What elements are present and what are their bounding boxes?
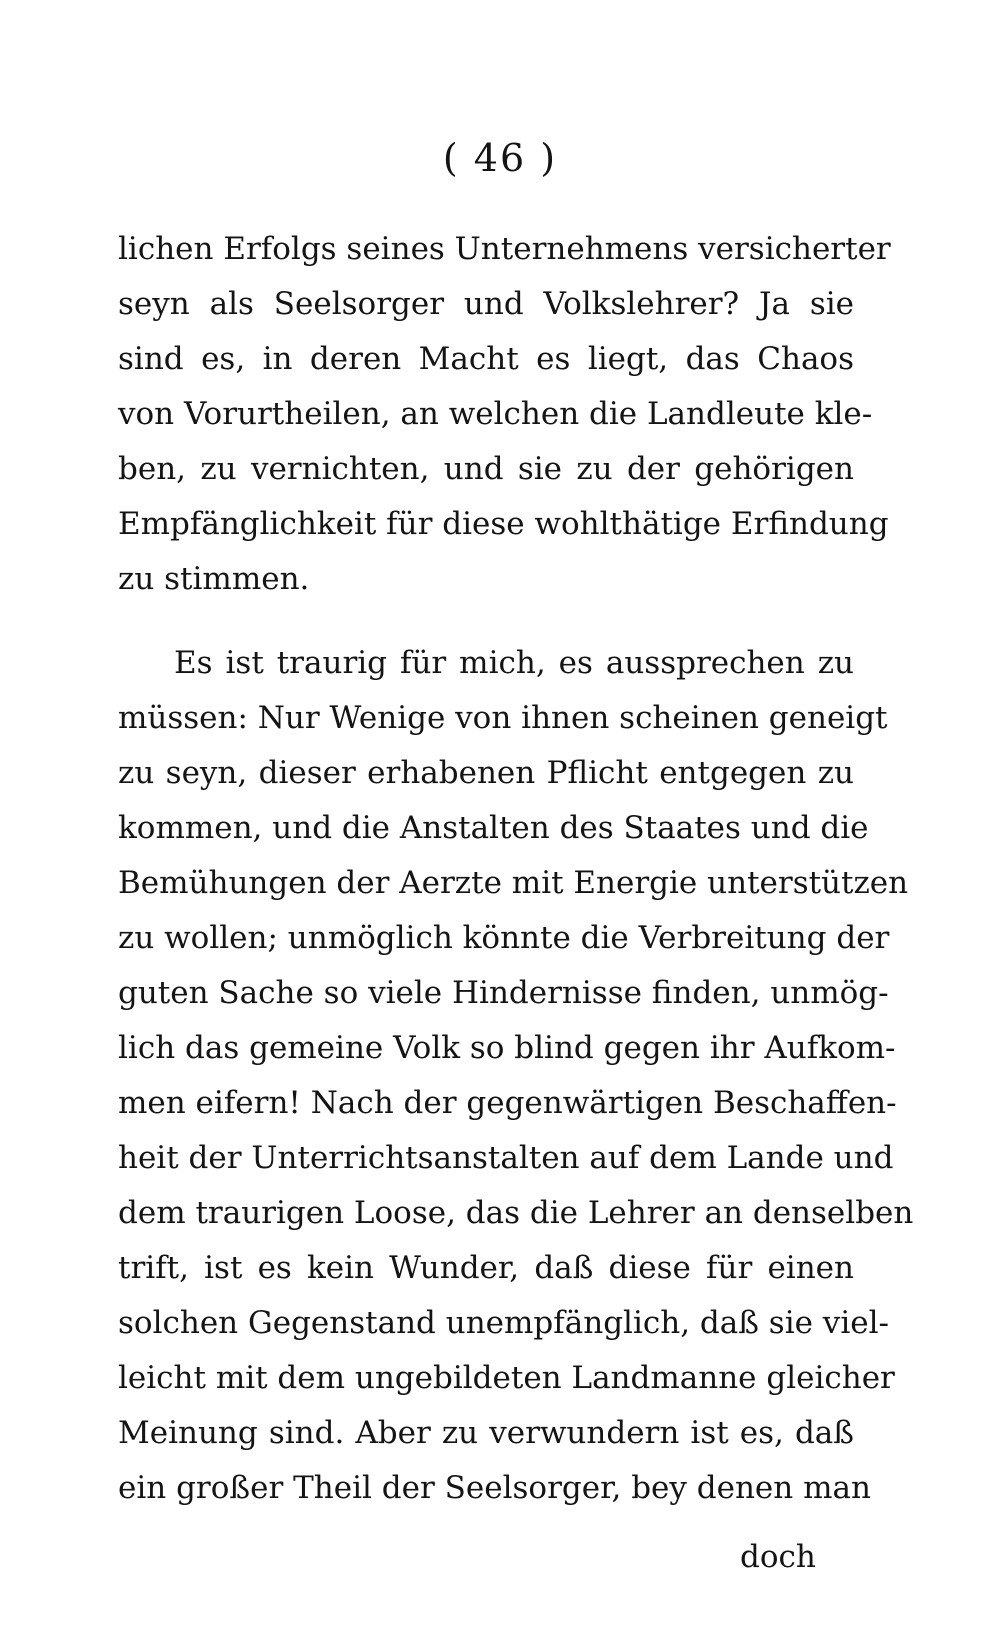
text-line: kommen, und die Anstalten des Staates und die: [118, 810, 869, 846]
text-line: sind es, in deren Macht es liegt, das Chaos: [118, 341, 854, 377]
text-line: ein großer Theil der Seelsorger, bey denen man: [118, 1470, 871, 1506]
text-line: zu stimmen.: [118, 561, 310, 597]
text-line: dem traurigen Loose, das die Lehrer an denselben: [118, 1195, 914, 1231]
page-number: ( 46 ): [442, 136, 558, 180]
text-line: Empfänglichkeit für diese wohlthätige Erfindung: [118, 506, 889, 542]
text-line: heit der Unterrichtsanstalten auf dem Lande und: [118, 1140, 894, 1176]
text-line: ben, zu vernichten, und sie zu der gehörigen: [118, 451, 854, 487]
text-line: von Vorurtheilen, an welchen die Landleute kle-: [118, 396, 873, 432]
text-line: men eifern! Nach der gegenwärtigen Beschaffen-: [118, 1085, 897, 1121]
text-line: müssen: Nur Wenige von ihnen scheinen geneigt: [118, 700, 888, 736]
text-line: zu seyn, dieser erhabenen Pflicht entgegen zu: [118, 755, 854, 791]
text-line: seyn als Seelsorger und Volkslehrer? Ja sie: [118, 286, 854, 322]
paragraph-new: [118, 636, 914, 1516]
text-line: solchen Gegenstand unempfänglich, daß sie viel-: [118, 1305, 889, 1341]
catchword: doch: [740, 1539, 816, 1575]
text-line: leicht mit dem ungebildeten Landmanne gleicher: [118, 1360, 895, 1396]
paragraph-continuation: [118, 222, 891, 607]
text-line: lich das gemeine Volk so blind gegen ihr Aufkom-: [118, 1030, 896, 1066]
text-line: Meinung sind. Aber zu verwundern ist es, daß: [118, 1415, 854, 1451]
text-line: Bemühungen der Aerzte mit Energie unterstützen: [118, 865, 909, 901]
text-line: lichen Erfolgs seines Unternehmens versicherter: [118, 231, 891, 267]
text-line: Es ist traurig für mich, es aussprechen zu: [174, 645, 854, 681]
text-line: zu wollen; unmöglich könnte die Verbreitung der: [118, 920, 890, 956]
text-line: trift, ist es kein Wunder, daß diese für einen: [118, 1250, 854, 1286]
text-line: guten Sache so viele Hindernisse finden, unmög-: [118, 975, 889, 1011]
